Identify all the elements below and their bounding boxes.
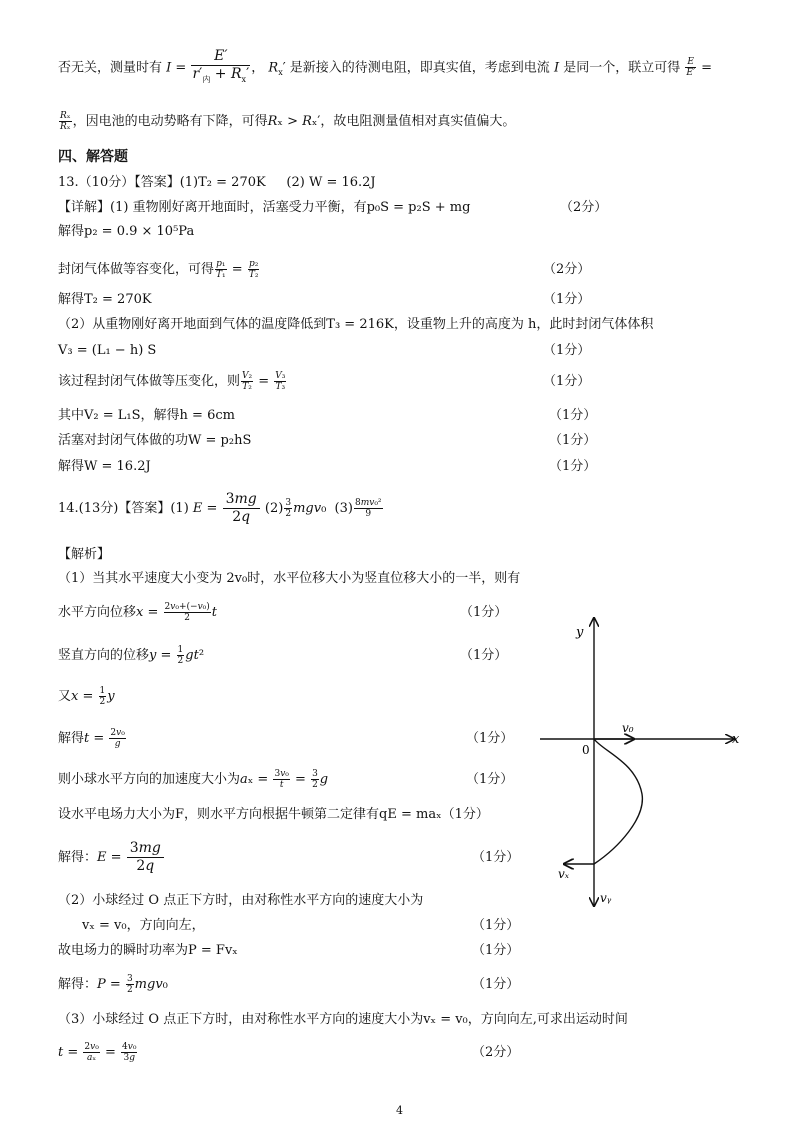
score: （1分） [549,408,597,423]
q13-step: 该过程封闭气体做等压变化，则 $\frac{\text{V₂}}{\text{T₂}}$ = $\frac{\text{V₃}}{\text{T₃}}$ [58,371,286,392]
text-line: $\frac{\text{Rₓ}}{\text{Rₓ}}$ ，因电池的电动势略有下降，可得Rₓ > Rₓ′，故电阻测量值相对真实值偏大。 [60,111,516,132]
q14-step: （1）当其水平速度大小变为 2v₀时，水平位移大小为竖直位移大小的一半，则有 [58,571,521,586]
score: （1分） [549,459,597,474]
trajectory-curve [594,739,642,864]
score: （1分） [472,850,520,865]
vx-label: vₓ [558,867,570,881]
score: （2分） [560,200,608,215]
q13-step: （2）从重物刚好离开地面到气体的温度降低到T₃ = 216K，设重物上升的高度为 h，此时封闭气体体积 [58,317,654,332]
page-number: 4 [396,1104,403,1117]
q13-step: V₃ = (L₁ − h) S [58,343,157,358]
q14-step: 解得t = $\frac{\text{2v₀}}{g}$ [58,728,125,749]
vy-label: vᵧ [600,891,612,905]
q13-step: 【详解】(1) 重物刚好离开地面时，活塞受力平衡，有p₀S = p₂S + mg [58,200,471,215]
score: （1分） [472,943,520,958]
q13-step: 解得p₂ = 0.9 × 10⁵Pa [58,224,195,239]
trajectory-diagram [538,612,748,912]
score: （1分） [543,343,591,358]
q14-step: 水平方向位移x = $\frac{\text{2v₀+(−v₀)}}{2}$ t [58,602,218,623]
origin-label: 0 [582,743,590,757]
q14-step: 解得：E = $\frac{3mg}{2q}$ [58,837,165,879]
score: （2分） [472,1045,520,1060]
score: （1分） [460,648,508,663]
q13-step: 活塞对封闭气体做的功W = p₂hS [58,433,252,448]
q14-step: 解得：P = $\frac{3}{2}$ mgv₀ [58,974,168,995]
text-line: 否无关，测量时有 I = $\frac{E'}{r'_内 + R_x'}$ ， $R_x'$ 是新接入的待测电阻，即真实值，考虑到电流 I 是同一个，联立可得 $\frac{E}{E'}$ = [58,48,712,93]
q13-step: 解得T₂ = 270K [58,292,152,307]
score: （1分） [466,772,514,787]
y-axis-label: y [576,625,584,640]
x-axis-label: x [732,732,740,747]
q14-step: 则小球水平方向的加速度大小为aₓ = $\frac{\text{3v₀}}{t}$ = $\frac{3}{2}$ g [58,769,329,790]
q14-header: 14.(13分)【答案】(1) E = $\frac{3mg}{2q}$ (2) $\frac{3}{2}$ mgv₀ (3) $\frac{\text{8mv₀²}}{9}$ [58,491,382,525]
score: （1分） [472,977,520,992]
score: （1分） [543,374,591,389]
v0-label: v₀ [622,721,634,735]
q13-step: 其中V₂ = L₁S，解得h = 6cm [58,408,235,423]
score: （1分） [543,292,591,307]
q14-step: t = $\frac{\text{2v₀}}{\text{aₓ}}$ = $\frac{\text{4v₀}}{3g}$ [58,1042,137,1063]
q14-step: 又x = $\frac{1}{2}$ y [58,686,115,707]
section-title: 四、解答题 [58,149,128,165]
score: （1分） [460,605,508,620]
score: （1分） [549,433,597,448]
q14-step: 【解析】 [58,547,111,562]
score: （2分） [543,262,591,277]
formula-fraction: $\frac{E'}{r'_内 + R_x'}$ [192,48,250,84]
q13-header: 13.（10分）【答案】(1)T₂ = 270K (2) W = 16.2J [58,175,376,190]
q14-step: （3）小球经过 O 点正下方时，由对称性水平方向的速度大小为vₓ = v₀，方向向左,可求出运动时间 [58,1012,628,1027]
q13-step: 解得W = 16.2J [58,459,151,474]
q13-step: 封闭气体做等容变化，可得 $\frac{\text{p₁}}{\text{T₁}}$ = $\frac{\text{p₂}}{\text{T₂}}$ [58,259,259,280]
q14-step: 竖直方向的位移y = $\frac{1}{2}$ gt² [58,645,205,666]
q14-step: vₓ = v₀，方向向左， [82,918,205,933]
score: （1分） [472,918,520,933]
q14-step: 故电场力的瞬时功率为P = Fvₓ [58,943,238,958]
score: （1分） [466,731,514,746]
q14-step: 设水平电场力大小为F，则水平方向根据牛顿第二定律有qE = maₓ（1分） [58,807,489,822]
q14-step: （2）小球经过 O 点正下方时，由对称性水平方向的速度大小为 [58,893,424,908]
